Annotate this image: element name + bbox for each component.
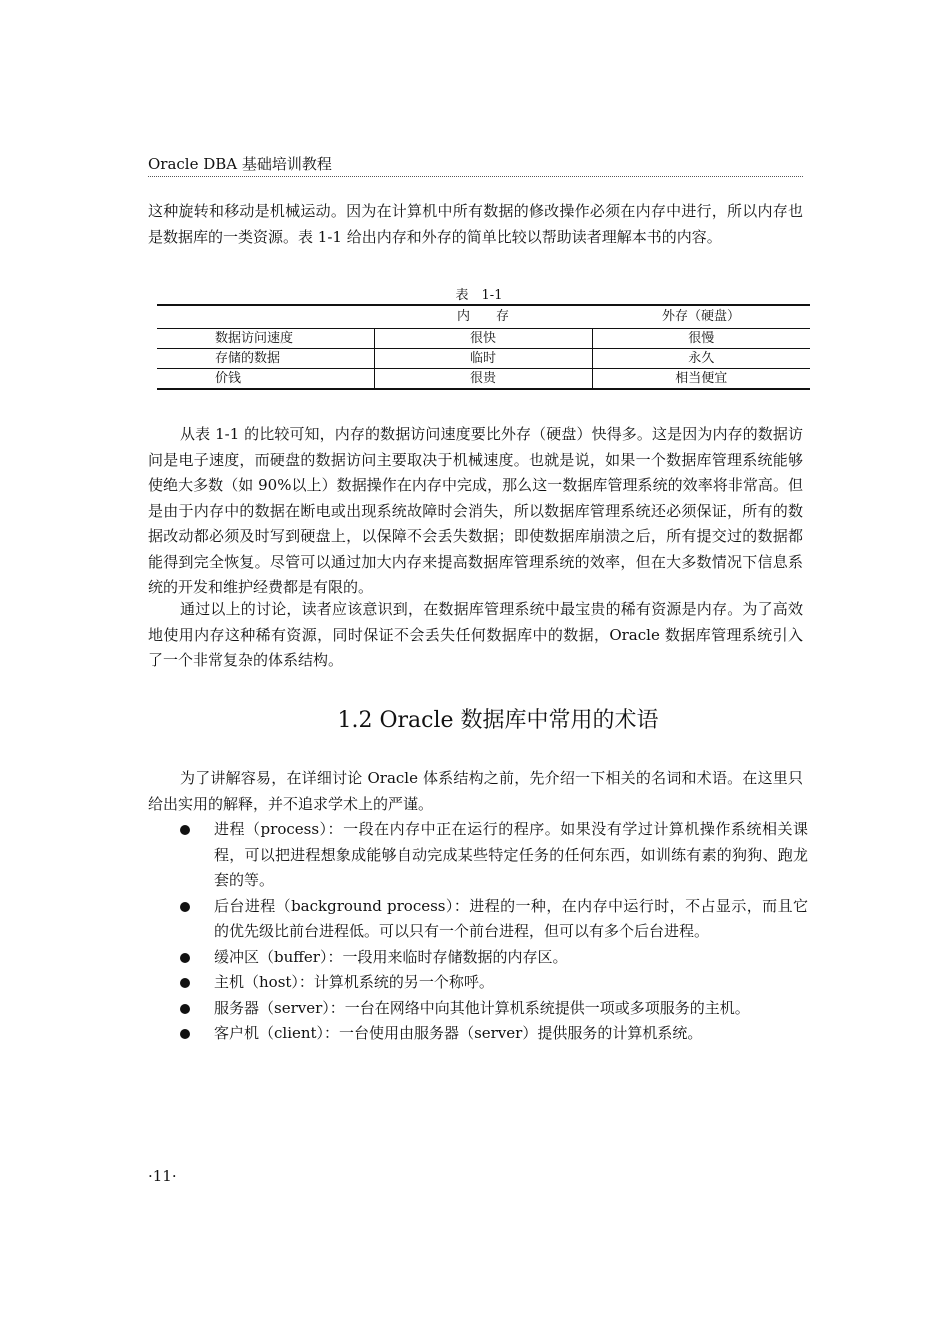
list-item: 主机（host）：计算机系统的另一个称呼。: [148, 970, 808, 996]
terms-list: [148, 817, 808, 1047]
list-item: 后台进程（background process）：进程的一种，在内存中运行时，不占显示，而且它的优先级比前台进程低。可以只有一个前台进程，但可以有多个后台进程。: [148, 894, 808, 945]
intro-paragraph: 这种旋转和移动是机械运动。因为在计算机中所有数据的修改操作必须在内存中进行，所以内存也是数据库的一类资源。表 1-1 给出内存和外存的简单比较以帮助读者理解本书的内容。: [148, 202, 803, 246]
body-paragraph: 从表 1-1 的比较可知，内存的数据访问速度要比外存（硬盘）快得多。这是因为内存的数据访问是电子速度，而硬盘的数据访问主要取决于机械速度。也就是说，如果一个数据库管理系统能够使绝大多数（如 90%以上）数据操作在内存中完成，那么这一数据库管理系统的效率将非常高。但是由于内存中的数据在断电或出现系统故障时会消失，所以数据库管理系统还必须保证，所有的数据改动都必须及时写到硬盘上，以保障不会丢失数据；即使数据库崩溃之后，所有提交过的数据都能得到完全恢复。尽管可以通过加大内存来提高数据库管理系统的效率，但在大多数情况下信息系统的开发和维护经费都是有限的。: [148, 425, 803, 596]
table-cell: 存储的数据: [157, 349, 374, 369]
table-caption: 表 1-1: [455, 288, 503, 303]
body-paragraph: 通过以上的讨论，读者应该意识到，在数据库管理系统中最宝贵的稀有资源是内存。为了高效地使用内存这种稀有资源，同时保证不会丢失任何数据库中的数据，Oracle 数据库管理系统引入了一个非常复杂的体系结构。: [148, 600, 803, 669]
table-row: [157, 349, 810, 369]
page-number: ·11·: [148, 1167, 177, 1185]
table-cell: 永久: [592, 349, 810, 369]
table-cell: 很慢: [592, 329, 810, 349]
table-cell: 数据访问速度: [157, 329, 374, 349]
list-item: 服务器（server）：一台在网络中向其他计算机系统提供一项或多项服务的主机。: [148, 996, 808, 1022]
table-header-cell: 外存（硬盘）: [592, 305, 810, 329]
running-header: Oracle DBA 基础培训教程: [148, 154, 803, 177]
list-item: 客户机（client）：一台使用由服务器（server）提供服务的计算机系统。: [148, 1021, 808, 1047]
table-row: [157, 329, 810, 349]
bullet-icon: [180, 902, 190, 912]
section-heading: 1.2 Oracle 数据库中常用的术语: [337, 708, 659, 733]
bullet-icon: [180, 953, 190, 963]
bullet-icon: [180, 1004, 190, 1014]
section-intro-paragraph: 为了讲解容易，在详细讨论 Oracle 体系结构之前，先介绍一下相关的名词和术语。在这里只给出实用的解释，并不追求学术上的严谨。: [148, 769, 803, 813]
table-header-cell: [157, 305, 374, 329]
table-header-row: [157, 305, 810, 329]
list-item: 进程（process）：一段在内存中正在运行的程序。如果没有学过计算机操作系统相关课程，可以把进程想象成能够自动完成某些特定任务的任何东西，如训练有素的狗狗、跑龙套的等。: [148, 817, 808, 894]
bullet-icon: [180, 978, 190, 988]
comparison-table: [157, 304, 810, 390]
table-cell: 价钱: [157, 369, 374, 390]
table-cell: 很快: [374, 329, 592, 349]
bullet-icon: [180, 825, 190, 835]
table-cell: 临时: [374, 349, 592, 369]
table-row: [157, 369, 810, 390]
table-cell: 很贵: [374, 369, 592, 390]
table-header-cell: 内 存: [374, 305, 592, 329]
list-item: 缓冲区（buffer）：一段用来临时存储数据的内存区。: [148, 945, 808, 971]
table-cell: 相当便宜: [592, 369, 810, 390]
bullet-icon: [180, 1029, 190, 1039]
